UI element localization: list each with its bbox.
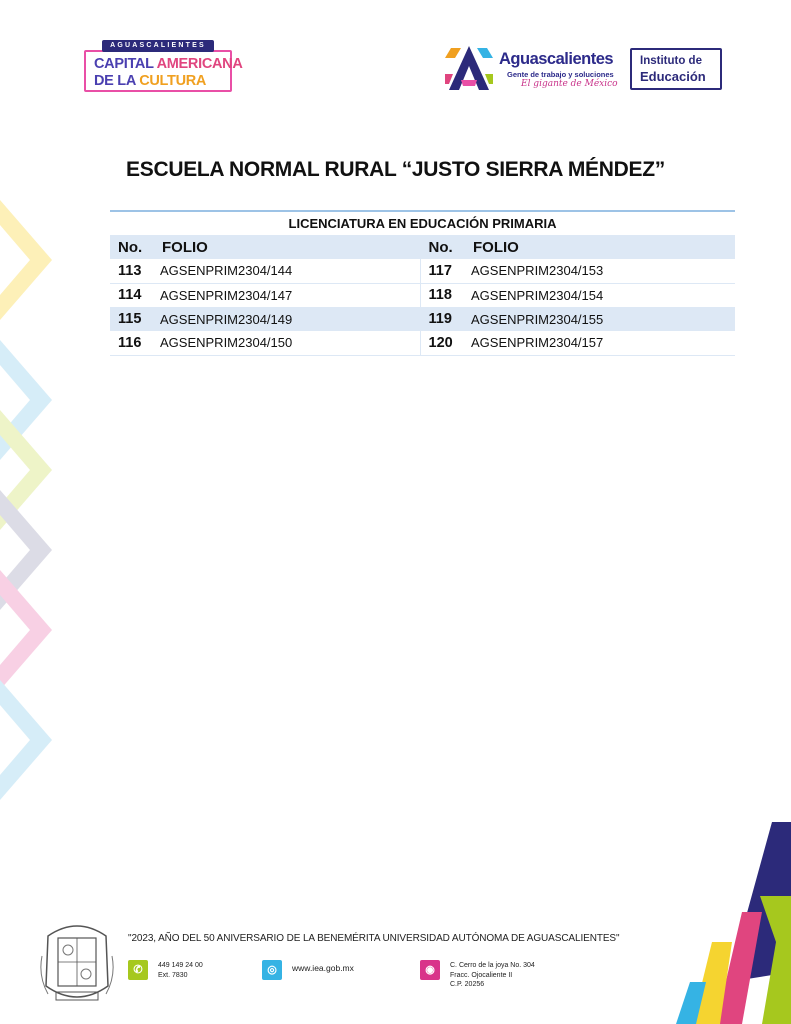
- footer-phone: [128, 958, 238, 986]
- footer-website: [262, 958, 392, 986]
- address-street: C. Cerro de la joya No. 304: [450, 962, 535, 969]
- cultura-word: CULTURA: [139, 73, 207, 89]
- state-seal-icon: [38, 916, 116, 1006]
- iea-logo-line2: Educación: [640, 69, 706, 84]
- row-folio: AGSENPRIM2304/153: [465, 259, 735, 283]
- left-chevron-decoration: [0, 200, 60, 820]
- row-number: 119: [420, 307, 465, 331]
- iea-logo-line1: Instituto de: [640, 55, 702, 67]
- table-caption-row: [110, 211, 735, 235]
- globe-icon: ◎: [262, 960, 282, 980]
- footer-address: [420, 958, 560, 986]
- instituto-educacion-logo: [630, 48, 722, 90]
- americana-word: AMERICANA: [156, 56, 243, 72]
- location-pin-icon: ◉: [420, 960, 440, 980]
- table-row: [110, 331, 735, 355]
- row-number: 116: [110, 331, 154, 355]
- table-row: [110, 259, 735, 283]
- row-number: 115: [110, 307, 154, 331]
- row-folio: AGSENPRIM2304/149: [154, 307, 420, 331]
- aguascalientes-tagline: Gente de trabajo y soluciones: [507, 70, 614, 79]
- row-number: 117: [420, 259, 465, 283]
- phone-extension: Ext. 7830: [158, 971, 188, 979]
- row-folio: AGSENPRIM2304/147: [154, 283, 420, 307]
- capital-word: CAPITAL: [94, 56, 157, 72]
- table-row: [110, 283, 735, 307]
- row-number: 114: [110, 283, 154, 307]
- table-header-row: [110, 235, 735, 259]
- table-caption: LICENCIATURA EN EDUCACIÓN PRIMARIA: [110, 211, 735, 235]
- row-folio: AGSENPRIM2304/155: [465, 307, 735, 331]
- address-postal-code: C.P. 20256: [450, 981, 485, 988]
- footer-motto: "2023, AÑO DEL 50 ANIVERSARIO DE LA BENEMÉRITA UNIVERSIDAD AUTÓNOMA DE AGUASCALIENTES": [128, 933, 620, 944]
- folio-table: [110, 210, 735, 356]
- capital-logo-band: AGUASCALIENTES: [102, 40, 214, 52]
- capital-logo-line2: [94, 73, 206, 89]
- aguascalientes-logo: [445, 44, 625, 96]
- column-header-folio-left: FOLIO: [154, 235, 420, 259]
- capital-americana-logo: [84, 40, 243, 92]
- column-header-folio-right: FOLIO: [465, 235, 735, 259]
- aguascalientes-slogan: El gigante de México: [521, 79, 618, 89]
- column-header-no-left: No.: [110, 235, 154, 259]
- column-header-no-right: No.: [420, 235, 465, 259]
- capital-logo-frame: [84, 50, 243, 92]
- phone-text: [158, 961, 203, 980]
- capital-logo-line1: [94, 56, 243, 72]
- row-folio: AGSENPRIM2304/157: [465, 331, 735, 355]
- row-number: 120: [420, 331, 465, 355]
- row-folio: AGSENPRIM2304/154: [465, 283, 735, 307]
- address-neighborhood: Fracc. Ojocaliente II: [450, 971, 513, 979]
- corner-a-decoration: [672, 822, 791, 1024]
- phone-number: 449 149 24 00: [158, 962, 203, 969]
- row-number: 113: [110, 259, 154, 283]
- address-text: [450, 961, 535, 990]
- row-folio: AGSENPRIM2304/144: [154, 259, 420, 283]
- document-title: ESCUELA NORMAL RURAL “JUSTO SIERRA MÉNDEZ”: [126, 158, 665, 181]
- table-row: [110, 307, 735, 331]
- phone-icon: ✆: [128, 960, 148, 980]
- website-link[interactable]: www.iea.gob.mx: [292, 963, 354, 973]
- de-la-word: DE LA: [94, 73, 140, 89]
- aguascalientes-a-icon: [445, 44, 493, 92]
- row-number: 118: [420, 283, 465, 307]
- row-folio: AGSENPRIM2304/150: [154, 331, 420, 355]
- aguascalientes-wordmark: Aguascalientes: [499, 50, 614, 68]
